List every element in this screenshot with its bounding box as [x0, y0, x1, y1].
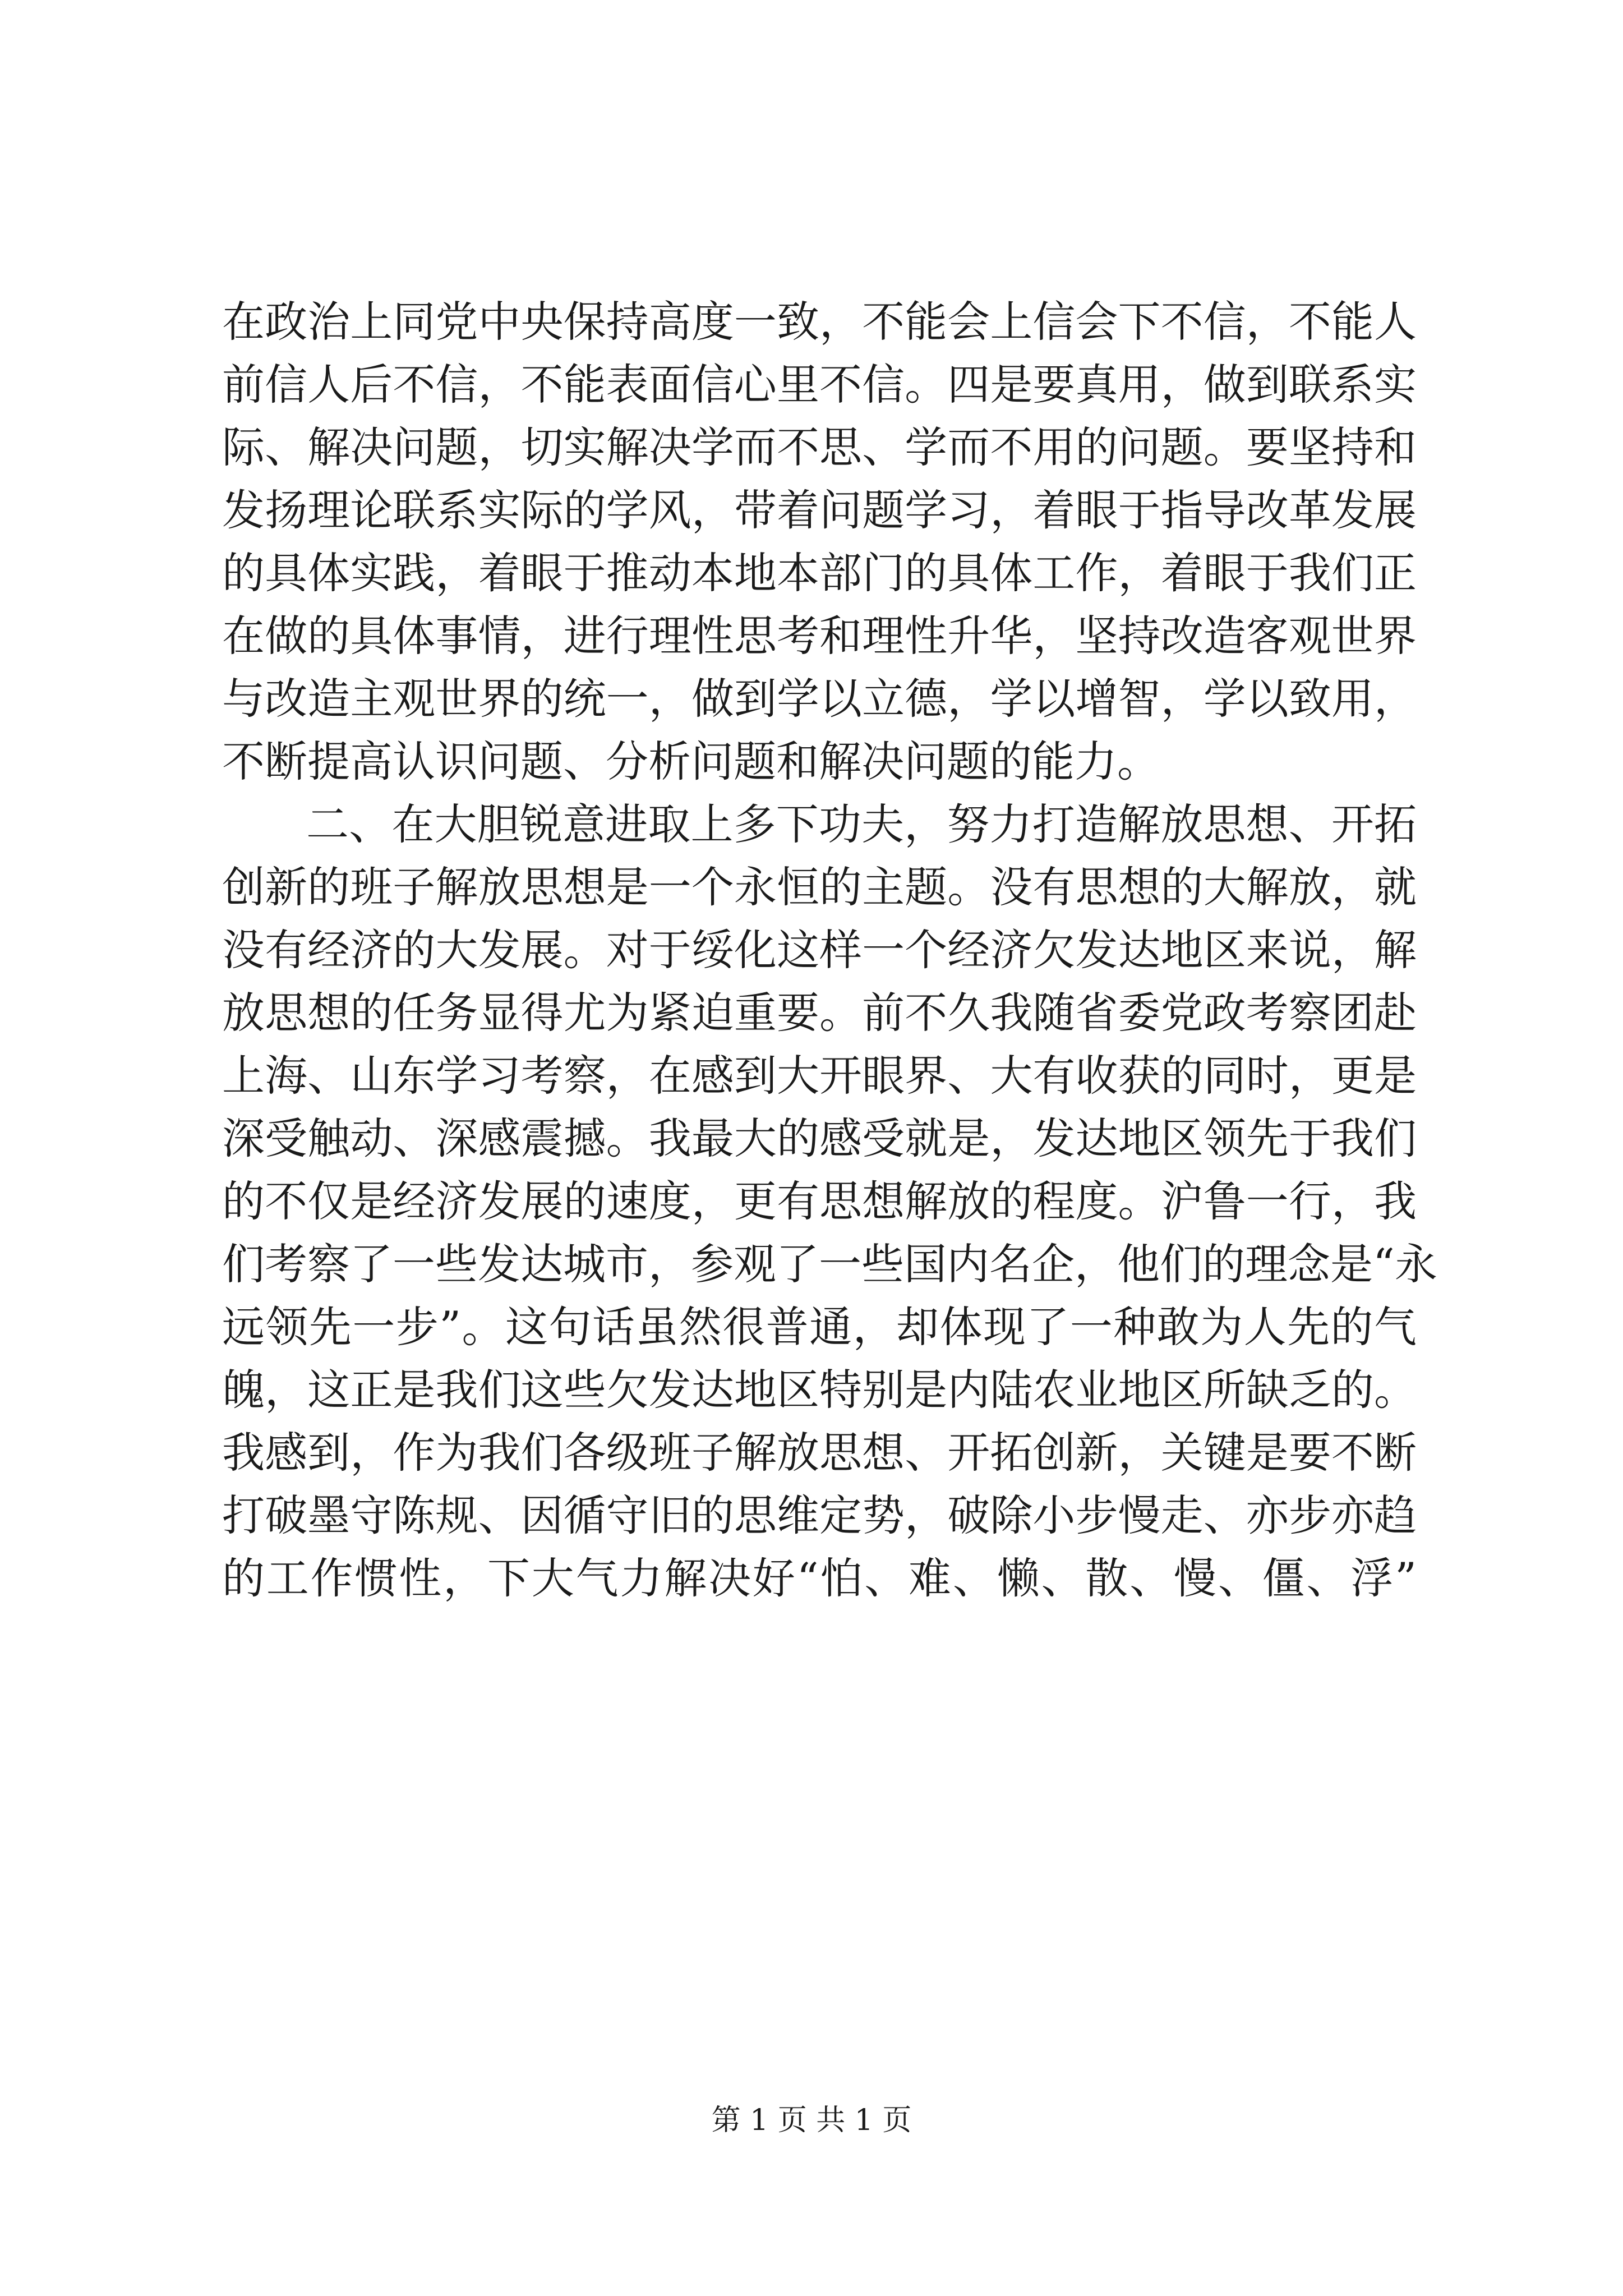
text-line: 远领先一步”。这句话虽然很普通，却体现了一种敢为人先的气 — [222, 1302, 1417, 1352]
text-line: 不断提高认识问题、分析问题和解决问题的能力。 — [222, 737, 1160, 786]
text-line: 的具体实践，着眼于推动本地本部门的具体工作，着眼于我们正 — [222, 548, 1417, 598]
text-line: 的工作惯性，下大气力解决好“怕、难、懒、散、慢、僵、浮” — [222, 1553, 1417, 1603]
text-line: 与改造主观世界的统一，做到学以立德，学以增智，学以致用， — [222, 674, 1417, 724]
document-body — [222, 291, 1437, 1610]
text-line: 前信人后不信，不能表面信心里不信。四是要真用，做到联系实 — [222, 360, 1417, 409]
text-line: 的不仅是经济发展的速度，更有思想解放的程度。沪鲁一行，我 — [222, 1176, 1417, 1226]
text-line: 上海、山东学习考察，在感到大开眼界、大有收获的同时，更是 — [222, 1051, 1417, 1101]
text-line: 打破墨守陈规、因循守旧的思维定势，破除小步慢走、亦步亦趋 — [222, 1490, 1417, 1540]
text-line: 在政治上同党中央保持高度一致，不能会上信会下不信，不能人 — [222, 297, 1417, 347]
text-line: 没有经济的大发展。对于绥化这样一个经济欠发达地区来说，解 — [222, 925, 1417, 975]
text-line: 在做的具体事情，进行理性思考和理性升华，坚持改造客观世界 — [222, 611, 1417, 661]
text-line: 际、解决问题，切实解决学而不思、学而不用的问题。要坚持和 — [222, 422, 1417, 472]
text-line: 魄，这正是我们这些欠发达地区特别是内陆农业地区所缺乏的。 — [222, 1365, 1417, 1415]
text-line: 深受触动、深感震撼。我最大的感受就是，发达地区领先于我们 — [222, 1114, 1417, 1163]
section-heading-line: 二、在大胆锐意进取上多下功夫，努力打造解放思想、开拓 — [306, 799, 1417, 849]
text-line: 创新的班子解放思想是一个永恒的主题。没有思想的大解放，就 — [222, 862, 1417, 912]
text-line: 发扬理论联系实际的学风，带着问题学习，着眼于指导改革发展 — [222, 485, 1417, 535]
page-footer — [0, 2101, 1623, 2140]
text-line: 们考察了一些发达城市，参观了一些国内名企，他们的理念是“永 — [222, 1239, 1437, 1289]
text-line: 放思想的任务显得尤为紧迫重要。前不久我随省委党政考察团赴 — [222, 988, 1417, 1038]
text-line: 我感到，作为我们各级班子解放思想、开拓创新，关键是要不断 — [222, 1428, 1417, 1478]
page-number-indicator: 第 1 页 共 1 页 — [711, 2104, 912, 2137]
